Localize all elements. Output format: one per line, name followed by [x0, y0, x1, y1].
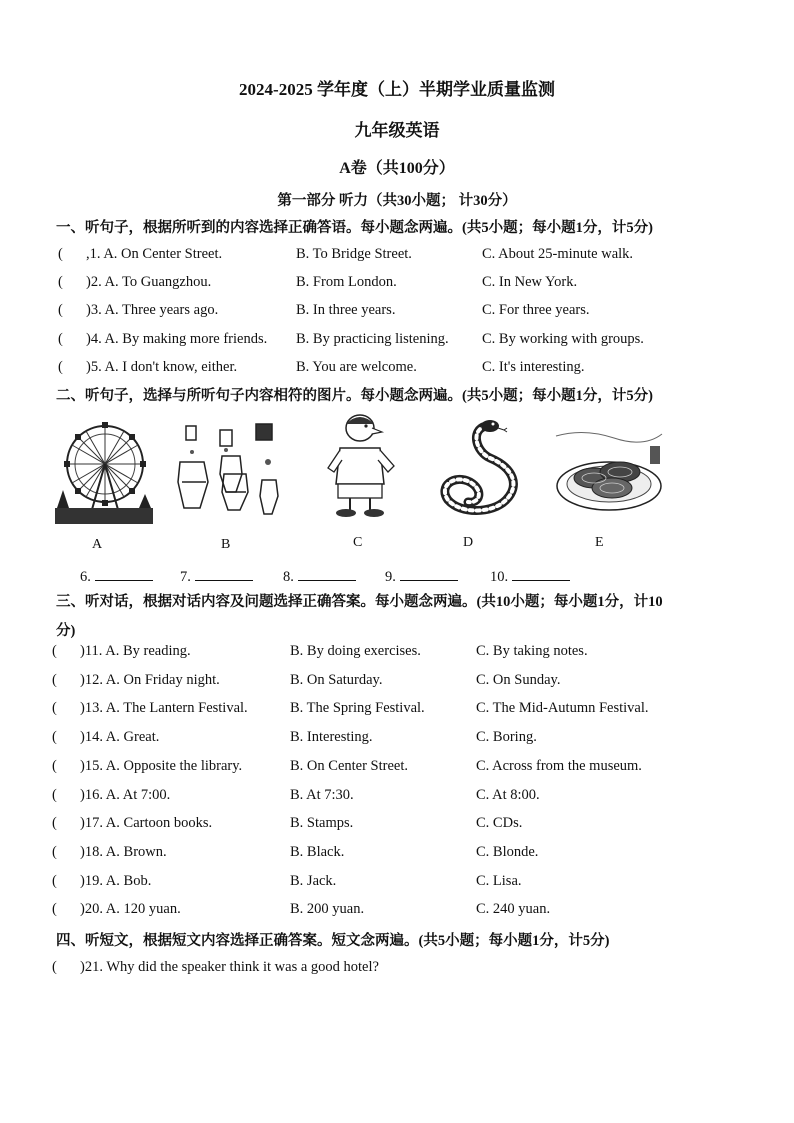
option-b: B. Jack. [290, 872, 337, 889]
picture-label-b: B [221, 537, 231, 552]
blank-number: 8. [283, 569, 294, 585]
paren-close: ) [80, 643, 85, 659]
answer-blank-7[interactable] [180, 566, 253, 586]
option-b: B. The Spring Festival. [290, 700, 425, 717]
question-row [52, 729, 159, 746]
exam-subtitle: 九年级英语 [354, 121, 440, 140]
blank-number: 6. [80, 569, 91, 585]
option-c: C. About 25-minute walk. [482, 246, 634, 262]
answer-paren[interactable] [58, 246, 86, 263]
answer-paren[interactable] [52, 672, 80, 689]
question-row [58, 331, 267, 348]
answer-paren[interactable] [52, 873, 80, 890]
paren-close: ) [80, 729, 85, 746]
question-row [52, 643, 191, 660]
option-b: B. From London. [296, 274, 397, 291]
option-a: A. On Center Street. [103, 246, 223, 262]
question-row [52, 758, 242, 775]
paren-open: ( [52, 843, 57, 860]
picture-label-e: E [595, 535, 604, 550]
blank-line [512, 566, 570, 581]
option-c: C. Lisa. [476, 872, 522, 889]
paren-open: ( [52, 815, 57, 832]
question-number: 4. [90, 330, 102, 347]
paren-open: ( [52, 671, 57, 688]
question-row [58, 274, 211, 291]
cartoon-boy-picture [324, 412, 400, 520]
paren-open: ( [58, 246, 63, 262]
question-row [52, 787, 170, 804]
question-number: 2. [90, 274, 102, 291]
picture-label-a: A [92, 537, 103, 552]
paren-open: ( [52, 786, 57, 803]
paren-close: ) [86, 330, 91, 347]
option-c: C. Boring. [476, 729, 537, 746]
option-b: B. You are welcome. [296, 358, 417, 375]
option-a: A. To Guangzhou. [104, 274, 212, 291]
answer-paren[interactable] [52, 700, 80, 717]
paren-open: ( [52, 901, 57, 918]
question-row [52, 672, 220, 689]
answer-paren[interactable] [52, 901, 80, 918]
option-b: B. Black. [290, 843, 345, 860]
question-row [58, 246, 222, 263]
question-row [52, 901, 181, 918]
paren-close: ) [80, 815, 85, 832]
blank-line [298, 566, 356, 581]
option-a: A. Opposite the library. [105, 757, 243, 774]
question-row [52, 844, 167, 861]
question-number: 21. [84, 959, 103, 975]
question-number: 11. [84, 643, 103, 659]
answer-paren[interactable] [52, 787, 80, 804]
answer-paren[interactable] [52, 815, 80, 832]
option-c: C. It's interesting. [482, 358, 585, 375]
option-c: C. In New York. [482, 274, 578, 291]
option-a: A. On Friday night. [105, 671, 220, 688]
blank-line [95, 566, 153, 581]
volume-title: A卷（共100分） [339, 160, 455, 177]
paren-close: ) [80, 757, 85, 774]
option-a: A. By reading. [105, 643, 191, 659]
blank-number: 10. [490, 569, 509, 585]
option-b: B. On Center Street. [290, 757, 408, 774]
blank-number: 9. [385, 569, 396, 585]
option-a: A. Brown. [105, 843, 167, 860]
question-number: 17. [84, 815, 103, 832]
blank-line [400, 566, 458, 581]
option-b: B. Stamps. [290, 815, 354, 832]
section3-heading: 三、听对话，根据对话内容及问题选择正确答案。每小题念两遍。(共10小题；每小题1分，计10 [56, 594, 663, 610]
question-number: 16. [84, 786, 103, 803]
question-row [52, 873, 151, 890]
answer-paren[interactable] [58, 359, 86, 376]
option-b: B. On Saturday. [290, 671, 383, 688]
option-a: A. Three years ago. [104, 302, 219, 319]
answer-blank-6[interactable] [80, 566, 153, 586]
section2-heading: 二、听句子，选择与所听句子内容相符的图片。每小题念两遍。(共5小题；每小题1分，计5分) [56, 388, 653, 404]
answer-paren[interactable] [58, 274, 86, 291]
paren-open: ( [58, 330, 63, 347]
question-number: 3. [90, 302, 102, 319]
answer-paren[interactable] [58, 302, 86, 319]
part1-title: 第一部分 听力（共30小题； 计30分） [277, 193, 517, 209]
option-c: C. Blonde. [476, 843, 539, 860]
question-text: Why did the speaker think it was a good hotel? [106, 959, 379, 975]
question-number: 12. [84, 671, 103, 688]
option-b: B. By doing exercises. [290, 643, 421, 659]
option-b: B. By practicing listening. [296, 330, 449, 347]
option-c: C. 240 yuan. [476, 901, 551, 918]
option-a: A. I don't know, either. [104, 358, 238, 375]
paren-close: ) [80, 671, 85, 688]
paren-open: ( [58, 274, 63, 291]
picture-label-c: C [353, 535, 363, 550]
blank-line [195, 566, 253, 581]
option-b: B. 200 yuan. [290, 901, 365, 918]
option-a: A. 120 yuan. [105, 901, 181, 918]
option-c: C. On Sunday. [476, 671, 561, 688]
option-b: B. To Bridge Street. [296, 246, 412, 262]
option-a: A. Bob. [105, 872, 152, 889]
blank-number: 7. [180, 569, 191, 585]
option-b: B. At 7:30. [290, 786, 354, 803]
question-21 [52, 959, 379, 976]
answer-blank-9[interactable] [385, 566, 458, 586]
option-c: C. At 8:00. [476, 786, 540, 803]
question-number: 1. [89, 246, 101, 262]
option-a: A. The Lantern Festival. [105, 700, 248, 717]
option-c: C. By working with groups. [482, 330, 644, 347]
option-a: A. Great. [105, 729, 160, 746]
paren-close: ) [86, 274, 91, 291]
answer-paren[interactable] [52, 959, 80, 976]
section3-heading-cont: 分) [56, 623, 76, 639]
question-row [58, 359, 237, 376]
paren-open: ( [52, 729, 57, 746]
question-number: 14. [84, 729, 103, 746]
option-c: C. CDs. [476, 815, 523, 832]
question-number: 15. [84, 757, 103, 774]
paren-close: ) [80, 786, 85, 803]
paren-open: ( [58, 358, 63, 375]
picture-label-d: D [463, 535, 474, 550]
option-c: C. Across from the museum. [476, 757, 642, 774]
answer-blank-10[interactable] [490, 566, 570, 586]
paren-open: ( [52, 757, 57, 774]
paren-open: ( [52, 700, 57, 717]
paren-close: ) [80, 700, 85, 717]
answer-blank-8[interactable] [283, 566, 356, 586]
paren-open: ( [52, 643, 57, 659]
paren-open: ( [52, 872, 57, 889]
answer-paren[interactable] [52, 758, 80, 775]
ferris-wheel-picture [55, 420, 153, 524]
paren-close: ) [80, 959, 85, 975]
answer-paren[interactable] [52, 844, 80, 861]
snake-picture [440, 416, 524, 520]
option-b: B. Interesting. [290, 729, 373, 746]
option-a: A. At 7:00. [105, 786, 171, 803]
option-c: C. The Mid-Autumn Festival. [476, 700, 649, 717]
answer-paren[interactable] [52, 643, 80, 660]
question-number: 19. [84, 872, 103, 889]
paren-close: ) [80, 843, 85, 860]
paren-close: , [86, 246, 90, 262]
mooncakes-picture [554, 426, 664, 518]
paren-open: ( [58, 302, 63, 319]
paren-close: ) [86, 302, 91, 319]
question-number: 5. [90, 358, 102, 375]
section1-heading: 一、听句子，根据所听到的内容选择正确答语。每小题念两遍。(共5小题；每小题1分，计5分) [56, 220, 653, 236]
question-number: 18. [84, 843, 103, 860]
paren-close: ) [80, 901, 85, 918]
question-number: 20. [84, 901, 103, 918]
lanterns-picture [176, 422, 280, 522]
option-a: A. By making more friends. [104, 330, 268, 347]
question-row [52, 815, 212, 832]
section4-heading: 四、听短文，根据短文内容选择正确答案。短文念两遍。(共5小题；每小题1分，计5分) [56, 933, 610, 949]
paren-close: ) [80, 872, 85, 889]
question-row [52, 700, 248, 717]
option-a: A. Cartoon books. [105, 815, 213, 832]
exam-title: 2024-2025 学年度（上）半期学业质量监测 [239, 80, 555, 99]
option-b: B. In three years. [296, 302, 396, 319]
option-c: C. For three years. [482, 302, 590, 319]
paren-close: ) [86, 358, 91, 375]
answer-paren[interactable] [52, 729, 80, 746]
question-row [58, 302, 218, 319]
answer-paren[interactable] [58, 331, 86, 348]
question-number: 13. [84, 700, 103, 717]
paren-open: ( [52, 959, 57, 975]
option-c: C. By taking notes. [476, 643, 588, 659]
